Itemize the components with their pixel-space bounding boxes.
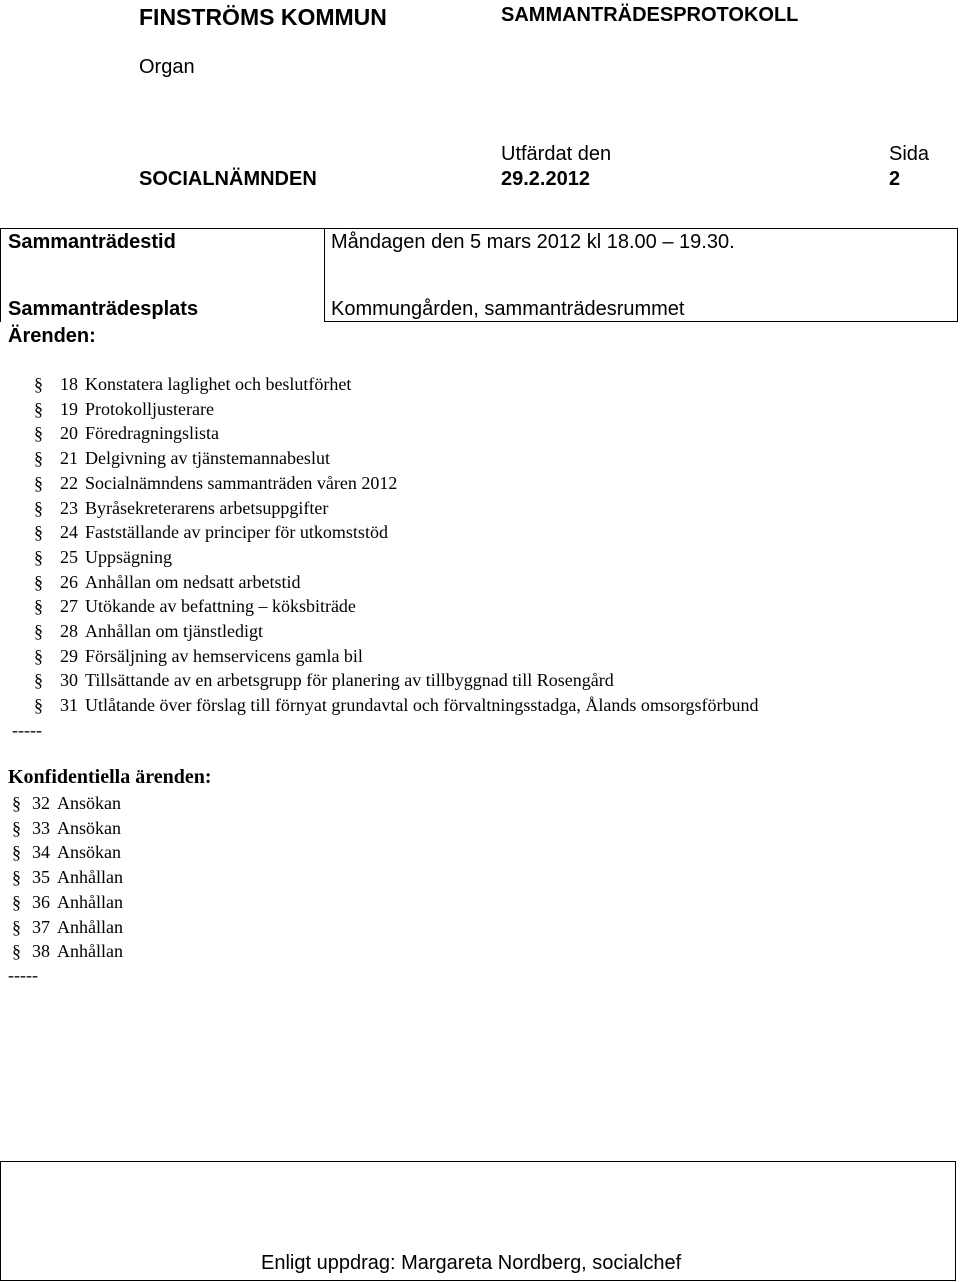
agenda-item	[34, 595, 356, 617]
page-number: 2	[889, 168, 901, 190]
separator: -----	[12, 720, 42, 740]
document-type: SAMMANTRÄDESPROTOKOLL	[501, 4, 799, 26]
item-number: 38	[32, 941, 50, 962]
agenda-item	[34, 422, 219, 444]
agenda-item	[34, 620, 263, 642]
item-title: Försäljning av hemservicens gamla bil	[85, 645, 363, 666]
agenda-item	[34, 472, 397, 494]
section-sign: §	[34, 522, 43, 543]
item-title: Utlåtande över förslag till förnyat grundavtal och förvaltningsstadga, Ålands omsorgsförbund	[85, 695, 759, 716]
section-sign: §	[34, 546, 43, 567]
agenda-item	[34, 447, 330, 469]
item-title: Delgivning av tjänstemannabeslut	[85, 448, 330, 469]
confidential-item	[12, 891, 123, 913]
meeting-place-value: Kommungården, sammanträdesrummet	[331, 298, 685, 320]
item-number: 29	[60, 645, 78, 666]
agenda-item	[34, 669, 614, 691]
agenda-item	[34, 571, 300, 593]
item-number: 23	[60, 497, 78, 518]
meeting-table-bottom-line	[324, 321, 958, 322]
item-title: Anhållan	[57, 891, 123, 912]
section-sign: §	[12, 916, 21, 937]
item-title: Uppsägning	[85, 546, 172, 567]
item-number: 33	[32, 817, 50, 838]
item-title: Protokolljusterare	[85, 398, 214, 419]
item-title: Byråsekreterarens arbetsuppgifter	[85, 497, 329, 518]
meeting-table-right-border	[957, 228, 958, 322]
signature-line: Enligt uppdrag: Margareta Nordberg, socialchef	[261, 1252, 682, 1274]
confidential-item	[12, 866, 123, 888]
confidential-title: Konfidentiella ärenden:	[8, 766, 212, 788]
item-number: 28	[60, 621, 78, 641]
section-sign: §	[12, 793, 21, 813]
item-number: 18	[60, 374, 78, 394]
item-title: Ansökan	[57, 817, 121, 838]
section-sign: §	[12, 817, 21, 838]
section-sign: §	[34, 398, 43, 419]
meeting-time-value: Måndagen den 5 mars 2012 kl 18.00 – 19.30.	[331, 231, 735, 253]
section-sign: §	[34, 695, 43, 716]
section-sign: §	[34, 374, 43, 394]
item-title: Anhållan om tjänstledigt	[85, 621, 263, 641]
item-number: 27	[60, 596, 78, 617]
agenda-items-label: Ärenden:	[8, 325, 96, 347]
item-number: 21	[60, 448, 78, 469]
item-number: 24	[60, 522, 78, 543]
item-title: Anhållan	[57, 941, 123, 962]
section-sign: §	[34, 497, 43, 518]
item-title: Socialnämndens sammanträden våren 2012	[85, 472, 398, 493]
municipality-title: FINSTRÖMS KOMMUN	[139, 4, 387, 30]
agenda-item	[34, 497, 328, 519]
item-number: 37	[32, 916, 50, 937]
item-title: Tillsättande av en arbetsgrupp för planering av tillbyggnad till Rosengård	[85, 670, 614, 691]
item-title: Föredragningslista	[85, 423, 219, 444]
separator-bottom: -----	[8, 965, 38, 985]
item-title: Utökande av befattning – köksbiträde	[85, 596, 356, 617]
agenda-item	[34, 373, 351, 395]
item-title: Anhållan	[57, 916, 123, 937]
item-number: 20	[60, 423, 78, 444]
section-sign: §	[12, 891, 21, 912]
item-number: 22	[60, 472, 78, 493]
section-sign: §	[34, 472, 43, 493]
header-divider	[0, 228, 958, 229]
section-sign: §	[34, 621, 43, 641]
section-sign: §	[34, 423, 43, 444]
section-sign: §	[12, 867, 21, 888]
item-number: 19	[60, 398, 78, 419]
agenda-item	[34, 694, 759, 716]
item-title: Ansökan	[57, 793, 121, 813]
section-sign: §	[12, 941, 21, 962]
item-number: 26	[60, 571, 78, 592]
meeting-table-left-border	[0, 228, 1, 322]
confidential-item	[12, 940, 123, 962]
section-sign: §	[34, 645, 43, 666]
item-title: Fastställande av principer för utkomststöd	[85, 522, 388, 543]
confidential-item	[12, 916, 123, 938]
meeting-time-label: Sammanträdestid	[8, 231, 176, 253]
item-number: 34	[32, 842, 50, 863]
section-sign: §	[34, 670, 43, 691]
item-title: Ansökan	[57, 842, 121, 863]
page-label: Sida	[889, 143, 930, 165]
item-number: 35	[32, 867, 50, 888]
meeting-place-label: Sammanträdesplats	[8, 298, 199, 320]
item-title: Anhållan	[57, 867, 123, 888]
section-sign: §	[34, 571, 43, 592]
item-number: 30	[60, 670, 78, 691]
item-number: 32	[32, 793, 50, 813]
section-sign: §	[34, 596, 43, 617]
agenda-item	[34, 645, 363, 667]
item-number: 31	[60, 695, 78, 716]
agenda-item	[34, 546, 172, 568]
section-sign: §	[34, 448, 43, 469]
section-sign: §	[12, 842, 21, 863]
confidential-item	[12, 817, 121, 839]
confidential-item	[12, 841, 121, 863]
organ-label: Organ	[139, 56, 195, 78]
item-number: 36	[32, 891, 50, 912]
issued-label: Utfärdat den	[501, 143, 612, 165]
agenda-item	[34, 521, 388, 543]
issued-date: 29.2.2012	[501, 168, 590, 190]
agenda-item	[34, 398, 214, 420]
item-number: 25	[60, 546, 78, 567]
item-title: Konstatera laglighet och beslutförhet	[85, 374, 352, 394]
meeting-table-column-divider	[324, 228, 325, 322]
organ-value: SOCIALNÄMNDEN	[139, 168, 317, 190]
item-title: Anhållan om nedsatt arbetstid	[85, 571, 301, 592]
confidential-item	[12, 792, 121, 814]
